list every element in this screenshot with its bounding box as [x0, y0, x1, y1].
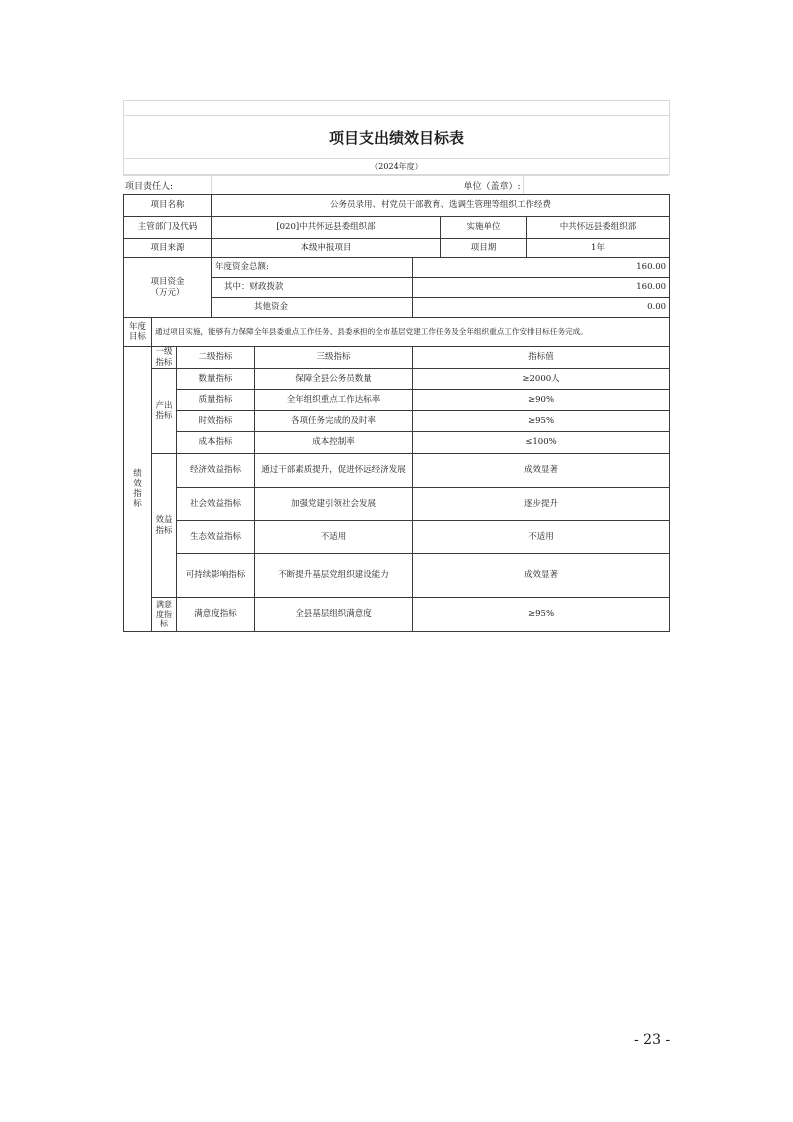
benefit-label-line2: 指标: [155, 525, 173, 536]
benefit-l2: 可持续影响指标: [177, 554, 255, 598]
satisfaction-l2: 满意度指标: [177, 598, 255, 632]
funds-other-label: 其他资金: [212, 298, 413, 318]
benefit-indicator-label: [152, 454, 177, 598]
benefit-l3: 加强党建引领社会发展: [255, 488, 413, 521]
benefit-l3: 不适用: [255, 521, 413, 554]
funds-fiscal-label: 其中：财政拨款: [212, 278, 413, 298]
output-l2: 时效指标: [177, 411, 255, 432]
funds-label: [124, 258, 212, 318]
output-l2: 质量指标: [177, 390, 255, 411]
benefit-value: 不适用: [413, 521, 670, 554]
funds-other-value: 0.00: [413, 298, 670, 318]
output-label-line2: 指标: [155, 411, 173, 421]
satisfaction-label-line3: 标: [160, 619, 168, 629]
title-block: [123, 100, 670, 175]
satisfaction-indicator-label: [152, 598, 177, 632]
benefit-l2: 经济效益指标: [177, 454, 255, 488]
project-name-label: 项目名称: [124, 195, 212, 217]
output-l2: 成本指标: [177, 432, 255, 454]
output-value: ≥90%: [413, 390, 670, 411]
output-l3: 保障全县公务员数量: [255, 369, 413, 390]
period-value: 1年: [527, 239, 670, 258]
responsible-label: 项目责任人:: [123, 176, 211, 195]
header-level1: [152, 347, 177, 369]
output-value: ≥2000人: [413, 369, 670, 390]
dept-value: [020]中共怀远县委组织部: [212, 217, 441, 239]
perf-char: 指: [133, 489, 142, 499]
output-l3: 各项任务完成的及时率: [255, 411, 413, 432]
funds-total-value: 160.00: [413, 258, 670, 278]
output-value: ≥95%: [413, 411, 670, 432]
dept-label: 主管部门及代码: [124, 217, 212, 239]
benefit-value: 成效显著: [413, 454, 670, 488]
header-level2: 二级指标: [177, 347, 255, 369]
annual-goal-text: 通过项目实施，能够有力保障全年县委重点工作任务、县委承担的全市基层党建工作任务及全年组织重点工作安排目标任务完成。: [152, 318, 670, 347]
impl-label: 实施单位: [441, 217, 527, 239]
perf-char: 效: [133, 478, 142, 489]
period-label: 项目期: [441, 239, 527, 258]
benefit-l3: 通过干部素质提升，促进怀远经济发展: [255, 454, 413, 488]
annual-goal-label: [124, 318, 152, 347]
satisfaction-label-line2: 度指: [156, 609, 172, 619]
output-value: ≤100%: [413, 432, 670, 454]
funds-fiscal-value: 160.00: [413, 278, 670, 298]
target-table: [123, 194, 670, 632]
funds-total-label: 年度资金总额:: [212, 258, 413, 278]
annual-goal-label-line1: 年度: [128, 321, 146, 332]
benefit-l3: 不断提升基层党组织建设能力: [255, 554, 413, 598]
performance-target-sheet: [123, 100, 669, 632]
header-value: 指标值: [413, 347, 670, 369]
year-label: （2024年度）: [124, 159, 670, 175]
page-title: 项目支出绩效目标表: [124, 116, 670, 159]
perf-indicator-label: [124, 347, 152, 632]
impl-value: 中共怀远县委组织部: [527, 217, 670, 239]
funds-label-line2: （万元）: [150, 287, 185, 298]
annual-goal-label-line2: 目标: [128, 332, 146, 342]
output-l3: 成本控制率: [255, 432, 413, 454]
header-level1-line2: 指标: [155, 357, 173, 368]
benefit-value: 成效显著: [413, 554, 670, 598]
benefit-l2: 社会效益指标: [177, 488, 255, 521]
blank-row: [124, 101, 670, 116]
unit-value: [523, 176, 669, 195]
output-indicator-label: [152, 369, 177, 454]
source-value: 本级申报项目: [212, 239, 441, 258]
responsible-value: [211, 176, 411, 195]
benefit-label-line1: 效益: [155, 515, 173, 526]
header-level3: 三级指标: [255, 347, 413, 369]
responsible-row: [123, 175, 669, 194]
perf-char: 绩: [133, 468, 142, 479]
benefit-value: 逐步提升: [413, 488, 670, 521]
funds-label-line1: 项目资金: [150, 277, 185, 288]
satisfaction-value: ≥95%: [413, 598, 670, 632]
page-number: - 23 -: [634, 1032, 671, 1048]
satisfaction-label-line1: 满意: [156, 600, 172, 610]
source-label: 项目来源: [124, 239, 212, 258]
project-name-value: 公务员录用、村党员干部教育、选调生管理等组织工作经费: [212, 195, 670, 217]
benefit-l2: 生态效益指标: [177, 521, 255, 554]
output-l3: 全年组织重点工作达标率: [255, 390, 413, 411]
satisfaction-l3: 全县基层组织满意度: [255, 598, 413, 632]
unit-label: 单位（盖章）:: [411, 176, 523, 195]
header-level1-line1: 一级: [155, 347, 173, 358]
perf-char: 标: [133, 499, 142, 510]
output-label-line1: 产出: [155, 400, 173, 411]
output-l2: 数量指标: [177, 369, 255, 390]
